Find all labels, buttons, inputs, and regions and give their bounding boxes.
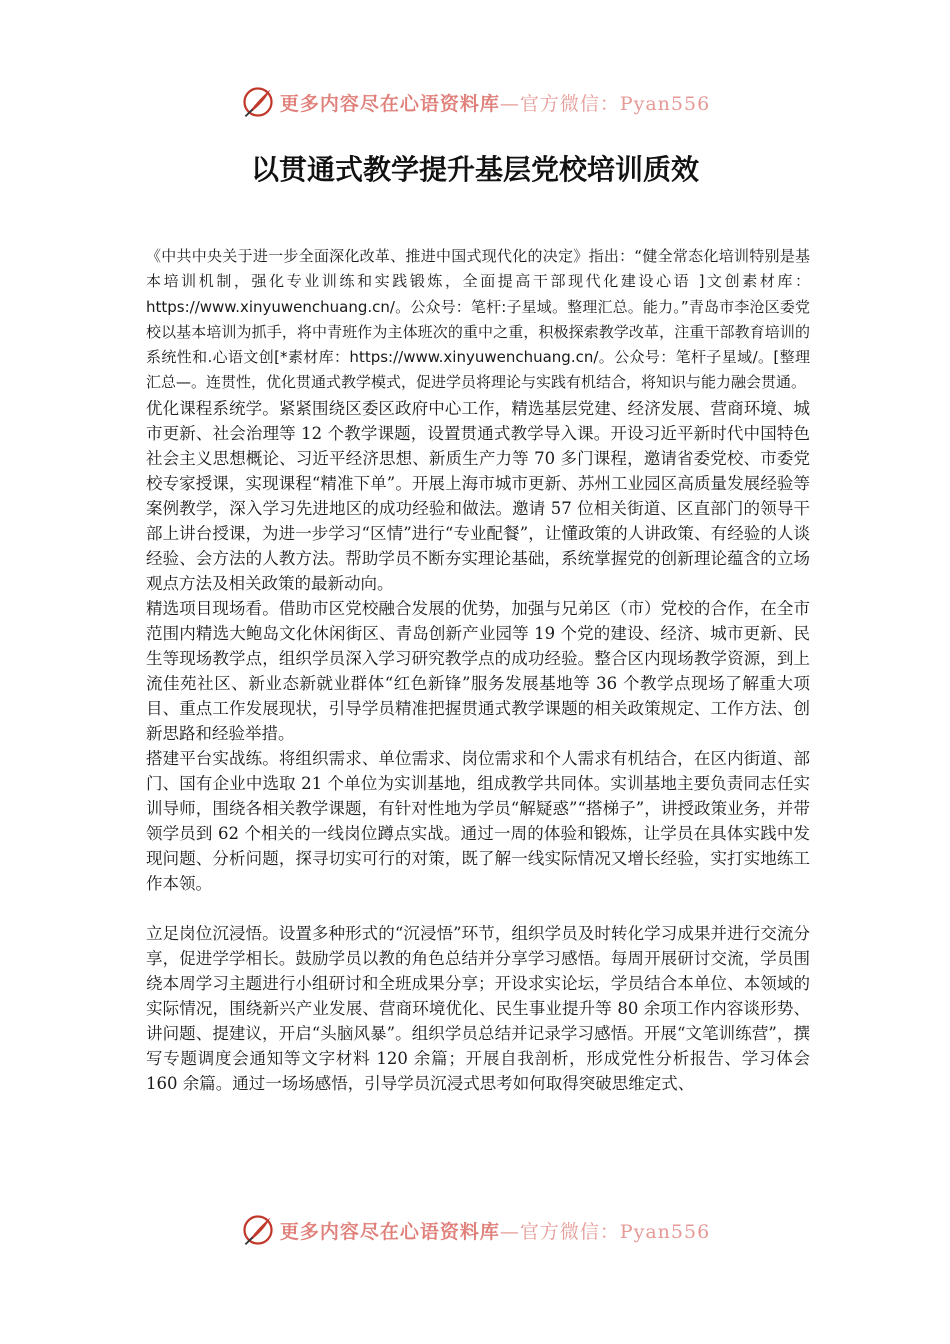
banner-wechat: —官方微信：Pyan556 — [499, 92, 711, 115]
paragraph-site-visit: 精选项目现场看。借助市区党校融合发展的优势，加强与兄弟区（市）党校的合作，在全市范围内精选大鲍岛文化休闲街区、青岛创新产业园等 19 个党的建设、经济、城市更新、民生等现场教学点，组织学员深入学习研究教学点的成功经验。整合区内现场教学资源，到上流佳苑社区、新业态新就业群体“红色新锋”服务发展基地等 36 个教学点现场了解重大项目、重点工作发展现状，引导学员精准把握贯通式教学课题的相关政策规定、工作方法、创新思路和经验举措。 — [146, 598, 810, 743]
banner-text — [280, 89, 710, 116]
footer-banner — [0, 1208, 950, 1252]
banner-brand: 更多内容尽在心语资料库 — [279, 1220, 500, 1243]
quill-logo-icon — [240, 84, 276, 120]
quill-logo-icon — [240, 1212, 276, 1248]
page-title: 以贯通式教学提升基层党校培训质效 — [250, 153, 699, 186]
paragraph-reflection: 立足岗位沉浸悟。设置多种形式的“沉浸悟”环节，组织学员及时转化学习成果并进行交流分享，促进学学相长。鼓励学员以教的角色总结并分享学习感悟。每周开展研讨交流，学员围绕本周学习主题进行小组研讨和全班成果分享；开设求实论坛，学员结合本单位、本领域的实际情况，围绕新兴产业发展、营商环境优化、民生事业提升等 80 余项工作内容谈形势、讲问题、提建议，开启“头脑风暴”。组织学员总结并记录学习感悟。开展“文笔训练营”，撰写专题调度会通知等文字材料 120 余篇；开展自我剖析，形成党性分析报告、学习体会 160 余篇。通过一场场感悟，引导学员沉浸式思考如何取得突破思维定式、 — [146, 923, 810, 1093]
header-banner — [0, 80, 950, 124]
banner-brand: 更多内容尽在心语资料库 — [279, 92, 500, 115]
banner-wechat: —官方微信：Pyan556 — [499, 1220, 711, 1243]
paragraph-course: 优化课程系统学。紧紧围绕区委区政府中心工作，精选基层党建、经济发展、营商环境、城市更新、社会治理等 12 个教学课题，设置贯通式教学导入课。开设习近平新时代中国特色社会主义思想概论、习近平经济思想、新质生产力等 70 多门课程，邀请省委党校、市委党校专家授课，实现课程“精准下单”。开展上海市城市更新、苏州工业园区高质量发展经验等案例教学，深入学习先进地区的成功经验和做法。邀请 57 位相关街道、区直部门的领导干部上讲台授课，为进一步学习“区情”进行“专业配餐”，让懂政策的人讲政策、有经验的人谈经验、会方法的人教方法。帮助学员不断夯实理论基础，系统掌握党的创新理论蕴含的立场观点方法及相关政策的最新动向。 — [146, 398, 810, 593]
paragraph-practice: 搭建平台实战练。将组织需求、单位需求、岗位需求和个人需求有机结合，在区内街道、部门、国有企业中选取 21 个单位为实训基地，组成教学共同体。实训基地主要负责同志任实训导师，围绕各相关教学课题，有针对性地为学员“解疑惑”“搭梯子”，讲授政策业务，并带领学员到 62 个相关的一线岗位蹲点实战。通过一周的体验和锻炼，让学员在具体实践中发现问题、分析问题，探寻切实可行的对策，既了解一线实际情况又增长经验，实打实地练工作本领。 — [146, 748, 810, 893]
banner-text — [280, 1217, 710, 1244]
article-body — [146, 244, 810, 1096]
lead-paragraph: 《中共中央关于进一步全面深化改革、推进中国式现代化的决定》指出：“健全常态化培训特别是基本培训机制，强化专业训练和实践锻炼，全面提高干部现代化建设心语 ]文创素材库：https://www.xinyuwenchuang.cn/。公众号：笔杆:子星域。整理汇总。能力。”青岛市李沧区委党校以基本培训为抓手，将中青班作为主体班次的重中之重，积极探索教学改革，注重干部教育培训的系统性和.心语文创[*素材库：https://www.xinyuwenchuang.cn/。公众号：笔杆子星域/。[整理汇总—。连贯性，优化贯通式教学模式，促进学员将理论与实践有机结合，将知识与能力融会贯通。 — [146, 247, 810, 392]
